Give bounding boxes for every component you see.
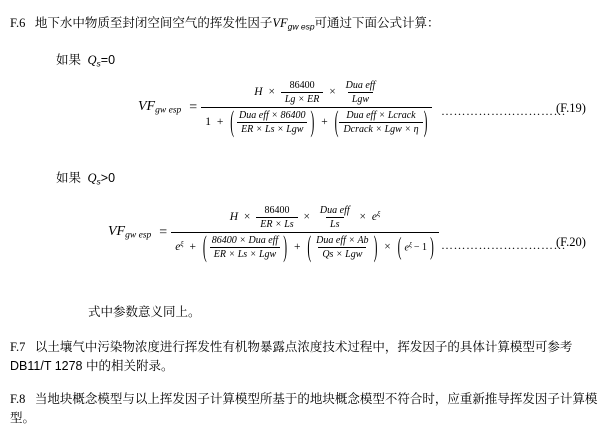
clause-f6-text-before: 地下水中物质至封闭空间空气的挥发性因子 [34, 16, 273, 30]
clause-f6-text-after: 可通过下面公式计算： [314, 16, 440, 30]
condition-case-2 [56, 168, 115, 186]
equation-f20-den-group3-base: e [404, 242, 409, 254]
clause-f8-paragraph [10, 390, 606, 429]
equation-f20-den-group3-right-paren: ) [430, 234, 434, 261]
equation-f20-den-group3-left-paren: ( [397, 234, 402, 261]
equation-f19-main-fraction [201, 80, 432, 139]
clause-f6-inline-variable-subscript: gw esp [287, 21, 315, 32]
clause-f7-paragraph [10, 338, 606, 377]
equation-f20-lhs [108, 224, 155, 241]
equation-f20-lhs-subscript: gw esp [125, 230, 152, 241]
equation-f19-num-frac2-numerator: Dua eff [345, 80, 376, 91]
closing-note: 式中参数意义同上。 [88, 305, 201, 319]
equation-f20-den-group2-fraction [312, 235, 372, 260]
equation-f20-den-group1-right-paren: ) [283, 231, 288, 264]
clause-f8-text: 当地块概念模型与以上挥发因子计算模型所基于的地块概念模型不符合时，应重新推导挥发因子计算模型。 [10, 392, 598, 426]
clause-f6-paragraph [10, 14, 606, 34]
equation-f20-den-times: × [384, 241, 391, 254]
equation-f20-den-group3-minus: − 1 [413, 242, 428, 254]
equation-f19-num-term1-pre: H [254, 86, 263, 99]
clause-f6-number: F.6 [10, 16, 26, 30]
equation-f20-den-group1-numerator: 86400 × Dua eff [211, 235, 279, 246]
equation-f19-num-frac2-denominator: Lgw [348, 92, 373, 105]
clause-f6-inline-variable: VF [272, 16, 288, 30]
equation-f19-den-group1 [229, 106, 315, 139]
condition-case-1-prefix: 如果 [56, 53, 82, 67]
clause-f7-number: F.7 [10, 340, 26, 354]
equation-f20-den-group2-right-paren: ) [373, 231, 378, 264]
equation-f20-den-group3 [397, 234, 435, 261]
equation-f19-den-plus2: + [321, 116, 328, 129]
condition-case-2-prefix: 如果 [56, 171, 82, 185]
equation-f20-den-group3-exponent: ξ [408, 241, 412, 249]
equation-f20-num-term1-times: × [243, 211, 251, 224]
equation-f20-num-frac1 [256, 205, 297, 230]
equation-f19-den-group2 [334, 106, 429, 139]
equation-f20-den-group3-expression [403, 242, 430, 253]
equation-f19-den-group2-fraction [339, 110, 422, 135]
equation-f19-den-group1-fraction [235, 110, 309, 135]
equation-f20-num-frac1-numerator: 86400 [264, 205, 290, 216]
equation-f20-den-group2-left-paren: ( [307, 231, 312, 264]
equation-f19-lhs-subscript: gw esp [155, 105, 182, 116]
equation-f19-numerator [250, 80, 383, 107]
equation-f19-num-term2-times: × [329, 86, 336, 99]
equation-f19-den-group1-left-paren: ( [230, 106, 235, 139]
clause-f7-text: 以土壤气中污染物浓度进行挥发性有机物暴露点浓度技术过程中，挥发因子的具体计算模型可参考DB11/T 1278 中的相关附录。 [10, 340, 573, 374]
equation-f19-label: (F.19) [556, 101, 586, 115]
equation-f20-den-plus0: + [189, 241, 197, 254]
equation-f20-den-group2 [306, 231, 378, 264]
equation-f20-num-term1-pre: H [229, 211, 238, 224]
equation-f20-den-group1-fraction [208, 235, 282, 260]
equation-f19-num-frac1 [281, 80, 324, 105]
equation-f20-num-term3-base: e [371, 211, 377, 224]
equation-f20-den-group1-denominator: ER × Ls × Lgw [210, 247, 280, 260]
condition-case-1-variable: Q [87, 53, 97, 67]
equation-f20-den-group1 [202, 231, 288, 264]
equation-f19-equals: = [189, 99, 198, 115]
equation-f19-num-term1-times: × [268, 86, 275, 99]
equation-f19-den-group1-denominator: ER × Ls × Lgw [237, 122, 307, 135]
equation-f20-den-group2-numerator: Dua eff × Ab [316, 235, 369, 246]
equation-f20-num-frac1-denominator: ER × Ls [256, 217, 297, 230]
equation-f19 [138, 80, 432, 139]
equation-f19-num-frac1-denominator: Lg × ER [281, 92, 324, 105]
equation-f20-lhs-symbol: VF [108, 224, 126, 240]
equation-f19-den-group2-numerator: Dua eff × Lcrack [346, 110, 416, 121]
equation-f20-num-term3-times: × [359, 211, 367, 224]
equation-f20-leader-dots: ………………………… [441, 238, 566, 252]
equation-f19-lhs [138, 99, 185, 116]
equation-f20-main-fraction [171, 205, 439, 264]
condition-case-1 [56, 50, 115, 68]
condition-case-2-relation: >0 [100, 171, 116, 185]
equation-f20-equals: = [159, 224, 168, 240]
equation-f20-num-frac2-denominator: Ls [326, 217, 343, 230]
equation-f19-lhs-symbol: VF [138, 99, 156, 115]
equation-f19-num-frac2 [342, 80, 380, 105]
equation-f20-den-lead-base: e [175, 241, 181, 254]
equation-f20-den-lead-exponent: ξ [180, 239, 184, 249]
equation-f19-den-group2-left-paren: ( [334, 106, 339, 139]
equation-f19-denominator [201, 106, 432, 139]
equation-f19-leader-dots: ………………………… [441, 104, 566, 118]
equation-f20-numerator [226, 205, 385, 232]
equation-f19-den-plus1: + [216, 116, 224, 129]
condition-case-2-variable: Q [87, 171, 97, 185]
equation-f20-num-term3-exponent: ξ [377, 209, 381, 219]
equation-f20-num-frac2 [316, 205, 354, 230]
equation-f20 [108, 205, 439, 264]
condition-case-2-subscript: s [96, 176, 101, 187]
equation-f19-num-frac1-numerator: 86400 [289, 80, 315, 91]
equation-f20-den-plus1: + [293, 241, 301, 254]
condition-case-1-relation: =0 [100, 53, 116, 67]
equation-f20-den-group2-denominator: Qs × Lgw [318, 247, 366, 260]
equation-f20-denominator [171, 231, 439, 264]
equation-f19-den-group1-numerator: Dua eff × 86400 [239, 110, 306, 121]
equation-f20-num-frac2-numerator: Dua eff [319, 205, 350, 216]
equation-f19-den-one: 1 [205, 116, 211, 129]
equation-f19-den-group1-right-paren: ) [310, 106, 315, 139]
clause-f8-number: F.8 [10, 392, 26, 406]
equation-f20-den-group1-left-paren: ( [202, 231, 207, 264]
equation-f19-den-group2-right-paren: ) [423, 106, 428, 139]
condition-case-1-subscript: s [96, 58, 101, 69]
equation-f19-den-group2-denominator: Dcrack × Lgw × η [339, 122, 422, 135]
equation-f20-num-term2-times: × [303, 211, 311, 224]
equation-f20-label: (F.20) [556, 235, 586, 249]
